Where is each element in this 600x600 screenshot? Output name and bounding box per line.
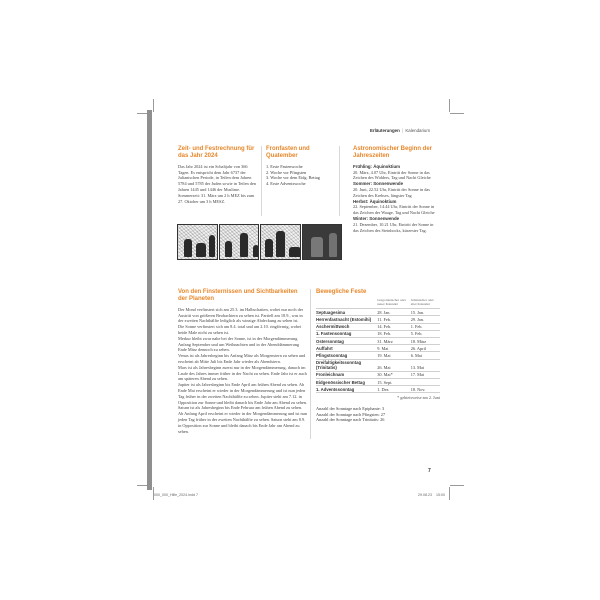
planeten-paragraph: Jupiter ist als Jahresbeginn bis Ende April am frühen Abend zu sehen. Ab Ende Mai erscheint er wieder in der Morgendämmerung und ist nun jeden Tag früher in der zweiten Nachthälfte zu sehen. Jupiter steht am 7.12. in Opposition zur Sonne und bleibt danach bis Ende Jahr am Abend zu sehen. (178, 382, 307, 405)
planeten-paragraph: Venus ist als Jahresbeginn bis Anfang März als Morgenstern zu sehen und erscheint ab Mitte Juli bis Ende Jahr wieder als Abendstern. (178, 353, 306, 364)
table-row: Herrenfastnacht (Estomihi) 11. Feb. 29. Jan. (316, 316, 440, 323)
list-item: 4. Erste Adventswoche (266, 181, 306, 187)
crop-mark (449, 487, 450, 500)
feste-title: Bewegliche Feste (316, 289, 367, 295)
print-slug-datetime (418, 493, 445, 497)
running-head-section: Erläuterungen (370, 128, 400, 133)
slug-time: 15:00 (436, 493, 445, 497)
table-row: Fronleichnam 30. Mai* 17. Mai (316, 371, 440, 378)
planeten-paragraph: Die Sonne verfinstert sich am 8.4. total und am 2.10. ringförmig, wobei beide Male nicht zu sehen ist. (178, 324, 302, 335)
planeten-section (178, 289, 308, 434)
season-text: 20. März, 4.07 Uhr, Eintritt der Sonne in das Zeichen des Widders, Tag und Nacht Gleiche (353, 169, 431, 181)
list-item: 3. Woche vor dem Eidg. Bettag (266, 175, 320, 181)
illustration-panel (260, 224, 301, 260)
binding-bar (147, 110, 152, 490)
print-slug-file: 000_000_Hilfe_2024.indd 7 (154, 493, 198, 497)
column-divider (339, 146, 340, 216)
season-head: Winter: Sonnenwende (353, 215, 400, 221)
jahreszeiten-section (353, 146, 437, 233)
fronfasten-list (266, 164, 338, 187)
table-row: Auffahrt 9. Mai 26. April (316, 345, 440, 352)
crop-mark (449, 99, 450, 112)
zeitrechnung-text: Das Jahr 2024 ist ein Schaltjahr von 366 Tagen. Es entspricht dem Jahr 6737 der Julianischen Periode, in Teilen dem Jahren 5784 und 5785 der Juden sowie in Teilen den Jahren 1445 und 1446 der Muslime. Sommerzeit: 31. März um 2 h MEZ bis zum 27. Oktober um 3 h MESZ. (178, 163, 256, 204)
table-row: Dreifaltigkeitssonntag (Trinitatis) 26. Mai 13. Mai (316, 359, 440, 371)
list-item: 2. Woche vor Pfingsten (266, 169, 307, 175)
running-head-separator: | (402, 128, 404, 133)
feste-table (316, 299, 440, 393)
planeten-paragraph: Merkur bleibt zwar nahe bei der Sonne, ist in der Morgendämmerung Anfang September und um Weihnachten und in der Abenddämmerung Ende März dennoch zu sehen. (178, 335, 300, 353)
table-header-row (316, 299, 440, 308)
table-row: Aschermittwoch 14. Feb. 1. Feb. (316, 323, 440, 330)
season-text: 21. Dezember, 10.21 Uhr, Eintritt der Sonne in das Zeichen des Steinbocks, kürzester Tag. (353, 221, 434, 233)
table-row: Eidgenössischer Bettag 15. Sept. (316, 378, 440, 385)
sunday-counts (316, 406, 440, 423)
illustration-panel (177, 224, 218, 260)
table-row: Ostersonntag 31. März 18. März (316, 337, 440, 344)
illustration-panel (219, 224, 260, 260)
fronfasten-section (266, 146, 338, 187)
feste-section (316, 289, 440, 423)
table-row: 1. Adventssonntag 1. Dez. 18. Nov. (316, 386, 440, 393)
running-head (370, 128, 430, 133)
woodcut-illustration (177, 224, 342, 260)
season-text: 22. September, 14.44 Uhr, Eintritt der Sonne in das Zeichen der Waage, Tag und Nacht Gleiche (353, 204, 435, 216)
season-head: Frühling: Äquinoktium (353, 163, 401, 169)
running-head-topic: Kalendarium (405, 128, 431, 133)
planeten-paragraph: Der Mond verfinstert sich am 25.3. im Halbschatten, wobei nur noch der Austritt von größeren Beobachtern zu sehen ist. Partiell am 18.9., was in der zweiten Nachthälfte lediglich als winzige Abdeckung zu sehen ist. (178, 306, 304, 324)
crop-mark (450, 113, 464, 114)
list-item: 1. Erste Fastenwoche (266, 163, 303, 169)
planeten-title: Von den Finsternissen und Sichtbarkeiten der Planeten (178, 289, 298, 303)
table-row: 1. Fastensonntag 18. Feb. 5. Feb. (316, 330, 440, 337)
column-header: Julianischer oder alter Kalender (409, 299, 440, 308)
page-number: 7 (428, 468, 431, 474)
table-row: Septuagesima 28. Jan. 15. Jan. (316, 309, 440, 316)
planeten-paragraph: Saturn ist als Jahresbeginn bis Ende Februar am frühen Abend zu sehen. Ab Anfang April erscheint er wieder in der Morgendämmerung und ist nun jeden Tag früher in der zweiten Nachthälfte zu sehen. Saturn steht am 8.9. in Opposition zur Sonne und bleibt danach bis Ende Jahr am Abend zu sehen. (178, 405, 307, 434)
slug-date: 29.08.23 (418, 493, 432, 497)
zeitrechnung-title: Zeit- und Festrechnung für das Jahr 2024 (178, 146, 255, 160)
crop-mark (153, 99, 154, 112)
column-divider (261, 146, 262, 216)
season-head: Sommer: Sonnenwende (353, 181, 404, 187)
table-row: Pfingstsonntag 19. Mai 6. Mai (316, 352, 440, 359)
crop-mark (450, 485, 464, 486)
count-line: Anzahl der Sonntage nach Pfingsten: 27 (316, 411, 386, 417)
count-line: Anzahl der Sonntage nach Trinitatis: 26 (316, 417, 385, 423)
fronfasten-title: Fronfasten und Quatember (266, 146, 310, 160)
column-divider (310, 289, 311, 439)
count-line: Anzahl der Sonntage nach Epiphanie: 3 (316, 405, 385, 411)
jahreszeiten-title: Astronomischer Beginn der Jahreszeiten (353, 146, 433, 160)
zeitrechnung-section (178, 146, 258, 204)
footnote: * gebietsweise am 2. Juni (397, 394, 440, 400)
season-text: 20. Juni, 22.52 Uhr, Eintritt der Sonne in das Zeichen des Krebses, längster Tag (353, 187, 430, 198)
planeten-paragraph: Mars ist als Jahresbeginn zuerst nur in der Morgendämmerung, danach im Laufe des Jahres immer früher in der Nacht zu sehen. Ende Jahr ist er auch am späteren Abend zu sehen. (178, 364, 307, 382)
season-head: Herbst: Äquinoktium (353, 198, 397, 204)
column-header: Gregorianischer oder neuer Kalender (375, 299, 408, 308)
illustration-panel (302, 224, 343, 260)
